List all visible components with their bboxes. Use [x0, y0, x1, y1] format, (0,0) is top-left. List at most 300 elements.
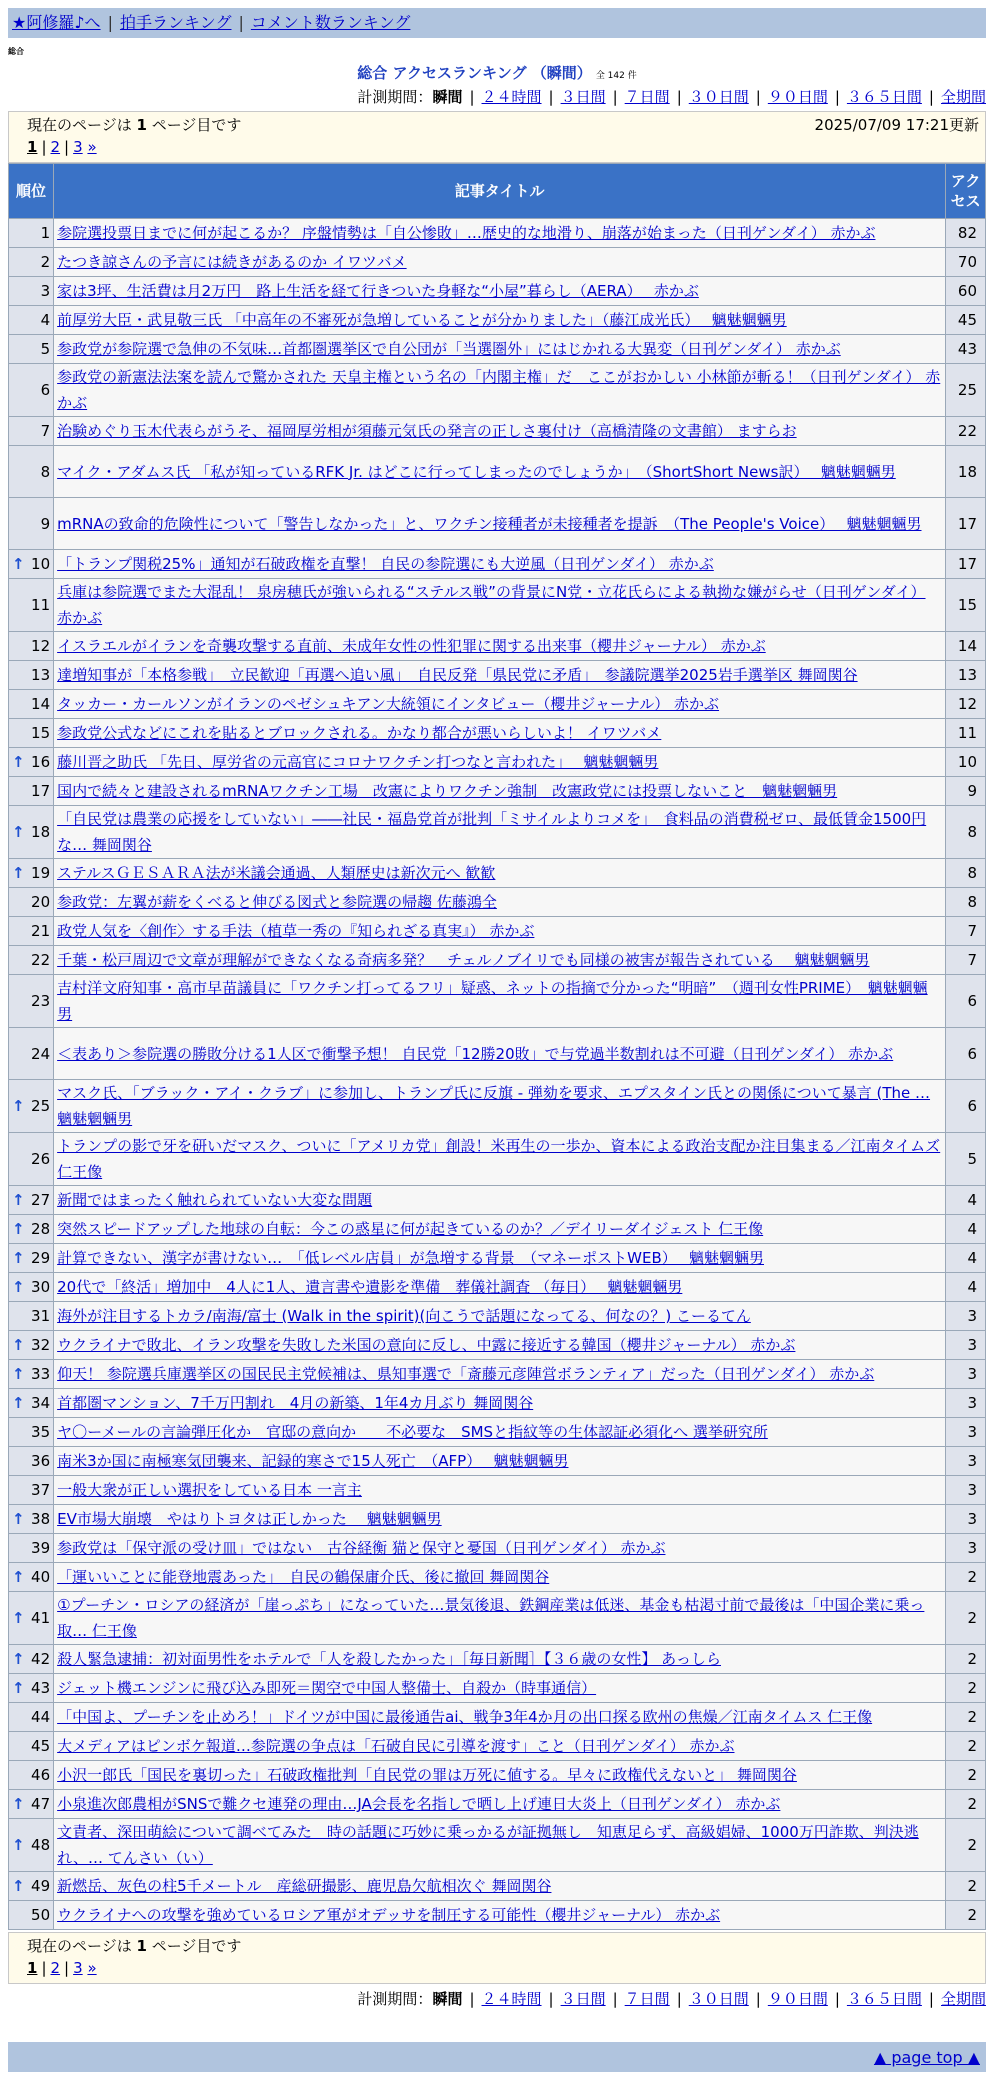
- access-count: 13: [946, 661, 986, 690]
- rank-number: 21: [31, 922, 51, 940]
- period-link[interactable]: ２４時間: [481, 1990, 542, 2008]
- period-link[interactable]: 全期間: [940, 88, 986, 106]
- article-link[interactable]: 一般大衆が正しい選択をしている日本 一言主: [57, 1481, 362, 1499]
- article-link[interactable]: ジェット機エンジンに飛び込み即死＝関空で中国人整備士、自殺か（時事通信）: [57, 1679, 597, 1697]
- article-link[interactable]: mRNAの致命的危険性について「警告しなかった」と、ワクチン接種者が未接種者を提訴 （The People's Voice） 魑魅魍魎男: [57, 514, 922, 533]
- rank-cell: [9, 1133, 54, 1186]
- rank-cell: [9, 1674, 54, 1703]
- current-page-text: [27, 1935, 985, 1956]
- article-link[interactable]: 藤川晋之助氏 「先日、厚労省の元高官にコロナワクチン打つなと言われた」 魑魅魍魎男: [57, 753, 659, 771]
- article-link[interactable]: 殺人緊急逮捕：初対面男性をホテルで「人を殺したかった」［毎日新聞］【３６歳の女性】 あっしら: [57, 1650, 721, 1668]
- rank-cell: [9, 306, 54, 335]
- rank-number: 20: [31, 893, 51, 911]
- article-link[interactable]: EV市場大崩壊 やはりトヨタは正しかった 魑魅魍魎男: [57, 1510, 442, 1528]
- rank-number: 32: [31, 1336, 51, 1354]
- period-separator: |: [834, 1990, 840, 2008]
- rank-number: 8: [40, 462, 51, 481]
- article-link[interactable]: 新燃岳、灰色の柱5千メートル 産総研撮影、鹿児島欠航相次ぐ 舞岡関谷: [57, 1877, 552, 1895]
- title-cell: [54, 1360, 946, 1389]
- access-count: 5: [946, 1133, 986, 1186]
- rank-number: 40: [31, 1568, 51, 1586]
- access-count: 6: [946, 975, 986, 1028]
- title-cell: [54, 248, 946, 277]
- rank-number: 38: [31, 1510, 51, 1528]
- rank-number: 9: [40, 514, 51, 533]
- article-link[interactable]: 参院選投票日までに何が起こるか？ 序盤情勢は「自公惨敗」…歴史的な地滑り、崩落が始まった（日刊ゲンダイ） 赤かぶ: [57, 224, 876, 242]
- rank-cell: [9, 364, 54, 417]
- article-link[interactable]: 突然スピードアップした地球の自転：今この惑星に何が起きているのか？／デイリーダイジェスト 仁王像: [57, 1220, 764, 1238]
- article-link[interactable]: 仰天！ 参院選兵庫選挙区の国民民主党候補は、県知事選で「斎藤元彦陣営ボランティア」だった（日刊ゲンダイ） 赤かぶ: [57, 1365, 875, 1383]
- rank-cell: [9, 446, 54, 498]
- article-link[interactable]: たつき諒さんの予言には続きがあるのか イワツバメ: [57, 253, 407, 271]
- table-row: [9, 1389, 986, 1418]
- article-link[interactable]: ステルスＧＥＳＡＲＡ法が米議会通過、人類歴史は新次元へ 歓歓: [57, 864, 496, 882]
- table-row: [9, 1447, 986, 1476]
- table-row: [9, 1028, 986, 1080]
- rank-cell: [9, 1476, 54, 1505]
- access-count: 11: [946, 719, 986, 748]
- table-row: [9, 1790, 986, 1819]
- article-link[interactable]: 「トランプ関税25%」通知が石破政権を直撃！ 自民の参院選にも大逆風（日刊ゲンダイ） 赤かぶ: [57, 555, 714, 573]
- table-row: [9, 1476, 986, 1505]
- title-cell: [54, 719, 946, 748]
- rank-number: 1: [40, 224, 51, 242]
- title-cell: [54, 498, 946, 550]
- article-link[interactable]: 参政党の新憲法法案を読んで驚かされた 天皇主権という名の「内閣主権」だ ここがおかしい 小林節が斬る！（日刊ゲンダイ） 赤かぶ: [57, 368, 941, 412]
- table-row: [9, 632, 986, 661]
- applause-ranking-link[interactable]: 拍手ランキング: [119, 13, 232, 32]
- rank-cell: [9, 1389, 54, 1418]
- rank-number: 33: [31, 1365, 51, 1383]
- article-link[interactable]: 国内で続々と建設されるmRNAワクチン工場 改憲によりワクチン強制 改憲政党には投票しないこと 魑魅魍魎男: [57, 782, 838, 800]
- title-cell: [54, 1215, 946, 1244]
- table-row: [9, 446, 986, 498]
- title-cell: [54, 335, 946, 364]
- rank-up-arrow-icon: ↑: [12, 1795, 25, 1813]
- title-cell: [54, 1645, 946, 1674]
- article-link[interactable]: 参政党は「保守派の受け皿」ではない 古谷経衡 猫と保守と憂国（日刊ゲンダイ） 赤かぶ: [57, 1539, 666, 1557]
- access-count: 3: [946, 1505, 986, 1534]
- home-link[interactable]: ★阿修羅♪へ: [12, 13, 101, 32]
- access-count: 4: [946, 1186, 986, 1215]
- rank-number: 30: [31, 1278, 51, 1296]
- article-link[interactable]: 兵庫は参院選でまた大混乱！ 泉房穂氏が強いられる“ステルス戦”の背景にN党・立花氏らによる執拗な嫌がらせ（日刊ゲンダイ） 赤かぶ: [57, 583, 926, 627]
- period-label: 計測期間：: [357, 1990, 433, 2008]
- current-page-number: 1: [136, 1937, 147, 1955]
- article-link[interactable]: マイク・アダムス氏 「私が知っているRFK Jr. はどこに行ってしまったのでしょうか」 （ShortShort News訳） 魑魅魍魎男: [57, 462, 896, 481]
- rank-cell: [9, 1761, 54, 1790]
- article-link[interactable]: 計算できない、漢字が書けない… 「低レベル店員」が急増する背景 （マネーポストWEB） 魑魅魍魎男: [57, 1249, 764, 1267]
- article-link[interactable]: マスク氏、「ブラック・アイ・クラブ」に参加し、トランプ氏に反旗 - 弾劾を要求、エプスタイン氏との関係について暴言 (The … 魑魅魍魎男: [57, 1084, 931, 1128]
- table-row: [9, 1592, 986, 1645]
- title-cell: [54, 859, 946, 888]
- period-link[interactable]: ２４時間: [481, 88, 542, 106]
- title-cell: [54, 1244, 946, 1273]
- article-link[interactable]: 参政党：左翼が薪をくべると伸びる図式と参院選の帰趨 佐藤鴻全: [57, 893, 497, 911]
- rank-cell: [9, 1447, 54, 1476]
- period-current: 瞬間: [432, 1990, 463, 2008]
- footer-bar: [8, 2042, 986, 2072]
- article-link[interactable]: 新聞ではまったく触れられていない大変な問題: [57, 1191, 373, 1209]
- rank-number: 36: [31, 1452, 51, 1470]
- period-link[interactable]: ３６５日間: [846, 88, 922, 106]
- rank-number: 26: [31, 1150, 51, 1168]
- rank-cell: [9, 1505, 54, 1534]
- table-row: [9, 1732, 986, 1761]
- period-link[interactable]: ３日間: [560, 88, 606, 106]
- access-count: 45: [946, 306, 986, 335]
- rank-number: 10: [31, 555, 51, 573]
- rank-number: 13: [31, 666, 51, 684]
- page-link[interactable]: 3: [73, 1959, 83, 1977]
- article-link[interactable]: トランプの影で牙を研いだマスク、ついに「アメリカ党」創設！米再生の一歩か、資本による政治支配か注目集まる／江南タイムズ 仁王像: [57, 1137, 941, 1181]
- rank-up-arrow-icon: ↑: [12, 1836, 25, 1854]
- rank-cell: [9, 917, 54, 946]
- title-cell: [54, 1302, 946, 1331]
- article-link[interactable]: 小泉進次郎農相がSNSで難クセ連発の理由…JA会長を名指しで晒し上げ連日大炎上（日刊ゲンダイ） 赤かぶ: [57, 1795, 781, 1813]
- next-page-link[interactable]: »: [87, 138, 97, 156]
- access-count: 2: [946, 1703, 986, 1732]
- rank-up-arrow-icon: ↑: [12, 1609, 25, 1627]
- article-link[interactable]: タッカー・カールソンがイランのペゼシュキアン大統領にインタビュー（櫻井ジャーナル） 赤かぶ: [57, 695, 720, 713]
- page-separator: |: [64, 1959, 70, 1977]
- article-link[interactable]: 文責者、深田萌絵について調べてみた 時の話題に巧妙に乗っかるが証拠無し 知恵足らず、高級娼婦、1000万円詐欺、判決逃れ、… てんさい（い）: [57, 1823, 919, 1867]
- article-link[interactable]: 家は3坪、生活費は月2万円 路上生活を経て行きついた身軽な“小屋”暮らし（AERA） 赤かぶ: [57, 282, 699, 300]
- access-count: 17: [946, 550, 986, 579]
- article-link[interactable]: 参政党公式などにこれを貼るとブロックされる。かなり都合が悪いらしいよ！ イワツバメ: [57, 724, 662, 742]
- title-cell: [54, 1505, 946, 1534]
- rank-up-arrow-icon: ↑: [12, 864, 25, 882]
- rank-up-arrow-icon: ↑: [12, 1336, 25, 1354]
- article-link[interactable]: 「自民党は農業の応援をしていない」――社民・福島党首が批判「ミサイルよりコメを」 食料品の消費税ゼロ、最低賃金1500円な… 舞岡関谷: [57, 810, 927, 854]
- page-title-row: [0, 62, 994, 83]
- title-cell: [54, 550, 946, 579]
- article-link[interactable]: 小沢一郎氏「国民を裏切った」石破政権批判「自民党の罪は万死に値する。早々に政権代えないと」 舞岡関谷: [57, 1766, 797, 1784]
- rank-number: 5: [40, 340, 51, 358]
- rank-up-arrow-icon: ↑: [12, 1249, 25, 1267]
- rank-up-arrow-icon: ↑: [12, 1220, 25, 1238]
- page-link-current: 1: [27, 138, 38, 156]
- access-count: 70: [946, 248, 986, 277]
- period-link[interactable]: ７日間: [624, 88, 670, 106]
- access-count: 2: [946, 1732, 986, 1761]
- rank-number: 39: [31, 1539, 51, 1557]
- access-count: 60: [946, 277, 986, 306]
- article-link[interactable]: 吉村洋文府知事・高市早苗議員に「ワクチン打ってるフリ」疑惑、ネットの指摘で分かった“明暗” （週刊女性PRIME） 魑魅魍魎男: [57, 979, 928, 1023]
- access-count: 7: [946, 917, 986, 946]
- rank-cell: [9, 248, 54, 277]
- rank-cell: [9, 806, 54, 859]
- rank-cell: [9, 1028, 54, 1080]
- period-link[interactable]: 全期間: [940, 1990, 986, 2008]
- article-link[interactable]: 政党人気を〈創作〉する手法（植草一秀の『知られざる真実』） 赤かぶ: [57, 922, 535, 940]
- rank-cell: [9, 777, 54, 806]
- access-count: 2: [946, 1872, 986, 1901]
- table-row: [9, 1360, 986, 1389]
- rank-up-arrow-icon: ↑: [12, 823, 25, 841]
- access-count: 25: [946, 364, 986, 417]
- table-row: [9, 579, 986, 632]
- table-row: [9, 1674, 986, 1703]
- access-count: 3: [946, 1418, 986, 1447]
- title-cell: [54, 1447, 946, 1476]
- total-count: 全 142 件: [595, 71, 637, 81]
- page-links: [27, 1959, 985, 1977]
- rank-cell: [9, 1790, 54, 1819]
- rank-up-arrow-icon: ↑: [12, 1510, 25, 1528]
- title-cell: [54, 417, 946, 446]
- page-link[interactable]: 2: [50, 138, 61, 156]
- table-row: [9, 1302, 986, 1331]
- rank-number: 43: [31, 1679, 51, 1697]
- rank-number: 14: [31, 695, 51, 713]
- period-separator: |: [548, 88, 554, 106]
- table-row: [9, 1133, 986, 1186]
- nav-separator: |: [238, 13, 244, 32]
- rank-cell: [9, 859, 54, 888]
- title-cell: [54, 1703, 946, 1732]
- rank-up-arrow-icon: ↑: [12, 1650, 25, 1668]
- table-row: [9, 1080, 986, 1133]
- title-cell: [54, 661, 946, 690]
- table-row: [9, 1215, 986, 1244]
- rank-up-arrow-icon: ↑: [12, 1877, 25, 1895]
- access-count: 3: [946, 1302, 986, 1331]
- table-row: [9, 306, 986, 335]
- rank-up-arrow-icon: ↑: [12, 1278, 25, 1296]
- title-cell: [54, 777, 946, 806]
- title-cell: [54, 1901, 946, 1930]
- title-cell: [54, 1080, 946, 1133]
- access-count: 18: [946, 446, 986, 498]
- table-row: [9, 1872, 986, 1901]
- period-separator: |: [612, 1990, 618, 2008]
- period-separator: |: [469, 88, 475, 106]
- rank-cell: [9, 277, 54, 306]
- article-link[interactable]: ①プーチン・ロシアの経済が「崖っぷち」になっていた…景気後退、鉄鋼産業は低迷、基金も枯渇寸前で最後は「中国企業に乗っ取… 仁王像: [57, 1596, 925, 1640]
- table-row: [9, 1331, 986, 1360]
- rank-number: 47: [31, 1795, 51, 1813]
- table-row: [9, 1901, 986, 1930]
- period-separator: |: [676, 88, 682, 106]
- article-link[interactable]: 「中国よ、プーチンを止めろ！」ドイツが中国に最後通告ai、戦争3年4か月の出口探る欧州の焦燥／江南タイムス 仁王像: [57, 1708, 873, 1726]
- title-cell: [54, 1534, 946, 1563]
- table-row: [9, 975, 986, 1028]
- page-title: 総合 アクセスランキング （瞬間）: [357, 64, 592, 82]
- article-link[interactable]: ウクライナで敗北、イラン攻撃を失敗した米国の意向に反し、中露に接近する韓国（櫻井ジャーナル） 赤かぶ: [57, 1336, 796, 1354]
- access-count: 4: [946, 1215, 986, 1244]
- rank-number: 7: [40, 422, 51, 440]
- access-count: 3: [946, 1534, 986, 1563]
- title-cell: [54, 1563, 946, 1592]
- category-label: 総合: [8, 47, 24, 56]
- table-row: [9, 748, 986, 777]
- rank-number: 35: [31, 1423, 51, 1441]
- current-page-pre: 現在のページは: [27, 1937, 132, 1955]
- period-selector-top: [357, 86, 986, 107]
- table-row: [9, 1703, 986, 1732]
- rank-number: 42: [31, 1650, 51, 1668]
- article-link[interactable]: 南米3か国に南極寒気団襲来、記録的寒さで15人死亡 （AFP） 魑魅魍魎男: [57, 1452, 569, 1470]
- title-cell: [54, 1761, 946, 1790]
- rank-cell: [9, 1186, 54, 1215]
- access-count: 6: [946, 1028, 986, 1080]
- table-row: [9, 1505, 986, 1534]
- rank-cell: [9, 1592, 54, 1645]
- rank-up-arrow-icon: ↑: [12, 753, 25, 771]
- title-cell: [54, 632, 946, 661]
- period-link[interactable]: ９０日間: [767, 1990, 828, 2008]
- period-separator: |: [548, 1990, 554, 2008]
- access-count: 4: [946, 1273, 986, 1302]
- rank-header: 順位: [9, 164, 54, 219]
- page-separator: |: [41, 138, 47, 156]
- rank-number: 25: [31, 1097, 51, 1115]
- article-link[interactable]: 前厚労大臣・武見敬三氏 「中高年の不審死が急増していることが分かりました」（藤江成光氏） 魑魅魍魎男: [57, 311, 787, 329]
- rank-number: 27: [31, 1191, 51, 1209]
- table-row: [9, 248, 986, 277]
- article-link[interactable]: ＜表あり＞参院選の勝敗分ける1人区で衝撃予想！ 自民党「12勝20敗」で与党過半数割れは不可避（日刊ゲンダイ） 赤かぶ: [57, 1044, 894, 1063]
- rank-number: 23: [31, 992, 51, 1010]
- access-count: 3: [946, 1447, 986, 1476]
- page-link[interactable]: 2: [50, 1959, 61, 1977]
- page-link-current: 1: [27, 1959, 38, 1977]
- article-link[interactable]: 首都圏マンション、7千万円割れ 4月の新築、1年4カ月ぶり 舞岡関谷: [57, 1394, 534, 1412]
- article-link[interactable]: 達増知事が「本格参戦」 立民歓迎「再選へ追い風」 自民反発「県民党に矛盾」 参議院選挙2025岩手選挙区 舞岡関谷: [57, 666, 858, 684]
- rank-number: 22: [31, 951, 51, 969]
- page-top-link[interactable]: ▲ page top ▲: [873, 2048, 980, 2067]
- period-link[interactable]: ３０日間: [688, 88, 749, 106]
- title-cell: [54, 446, 946, 498]
- rank-number: 12: [31, 637, 51, 655]
- table-row: [9, 1645, 986, 1674]
- rank-number: 31: [31, 1307, 51, 1325]
- table-row: [9, 219, 986, 248]
- article-link[interactable]: ヤ〇ーメールの言論弾圧化か 官邸の意向か 不必要な SMSと指紋等の生体認証必須化へ 選挙研究所: [57, 1423, 768, 1441]
- rank-up-arrow-icon: ↑: [12, 1394, 25, 1412]
- next-page-link[interactable]: »: [87, 1959, 97, 1977]
- current-page-number: 1: [136, 116, 147, 134]
- article-link[interactable]: 大メディアはピンボケ報道…参院選の争点は「石破自民に引導を渡す」こと（日刊ゲンダイ） 赤かぶ: [57, 1737, 735, 1755]
- title-cell: [54, 364, 946, 417]
- title-cell: [54, 1186, 946, 1215]
- article-link[interactable]: 20代で「終活」増加中 4人に1人、遺言書や遺影を準備 葬儀社調査 （毎日） 魑魅魍魎男: [57, 1278, 683, 1296]
- title-cell: [54, 1476, 946, 1505]
- rank-number: 17: [31, 782, 51, 800]
- rank-number: 49: [31, 1877, 51, 1895]
- period-link[interactable]: ７日間: [624, 1990, 670, 2008]
- rank-cell: [9, 632, 54, 661]
- access-count: 2: [946, 1563, 986, 1592]
- rank-up-arrow-icon: ↑: [12, 1568, 25, 1586]
- page-separator: |: [64, 138, 70, 156]
- period-link[interactable]: ３６５日間: [846, 1990, 922, 2008]
- page-link[interactable]: 3: [73, 138, 83, 156]
- rank-number: 16: [31, 753, 51, 771]
- title-cell: [54, 1418, 946, 1447]
- period-link[interactable]: ３０日間: [688, 1990, 749, 2008]
- rank-cell: [9, 1302, 54, 1331]
- rank-cell: [9, 1819, 54, 1872]
- table-row: [9, 1819, 986, 1872]
- rank-cell: [9, 335, 54, 364]
- title-cell: [54, 306, 946, 335]
- rank-cell: [9, 1901, 54, 1930]
- access-count: 9: [946, 777, 986, 806]
- rank-cell: [9, 1732, 54, 1761]
- access-count: 15: [946, 579, 986, 632]
- article-link[interactable]: 「運いいことに能登地震あった」 自民の鶴保庸介氏、後に撤回 舞岡関谷: [57, 1568, 550, 1586]
- current-page-pre: 現在のページは: [27, 116, 132, 134]
- article-link[interactable]: イスラエルがイランを奇襲攻撃する直前、未成年女性の性犯罪に関する出来事（櫻井ジャーナル） 赤かぶ: [57, 637, 766, 655]
- table-row: [9, 417, 986, 446]
- period-separator: |: [755, 1990, 761, 2008]
- title-cell: [54, 1133, 946, 1186]
- title-cell: [54, 748, 946, 777]
- rank-number: 3: [40, 282, 51, 300]
- rank-cell: [9, 748, 54, 777]
- article-link[interactable]: 海外が注目するトカラ/南海/富士 (Walk in the spirit)(向こうで話題になってる、何なの？) こーるてん: [57, 1307, 751, 1325]
- period-link[interactable]: ９０日間: [767, 88, 828, 106]
- period-separator: |: [755, 88, 761, 106]
- title-cell: [54, 1790, 946, 1819]
- rank-cell: [9, 1418, 54, 1447]
- rank-number: 41: [31, 1609, 51, 1627]
- comment-ranking-link[interactable]: コメント数ランキング: [250, 13, 411, 32]
- table-row: [9, 1418, 986, 1447]
- rank-cell: [9, 1244, 54, 1273]
- access-count: 7: [946, 946, 986, 975]
- access-count: 3: [946, 1476, 986, 1505]
- title-cell: [54, 579, 946, 632]
- title-header: 記事タイトル: [54, 164, 946, 219]
- rank-number: 2: [40, 253, 51, 271]
- article-link[interactable]: ウクライナへの攻撃を強めているロシア軍がオデッサを制圧する可能性（櫻井ジャーナル） 赤かぶ: [57, 1906, 721, 1924]
- access-count: 10: [946, 748, 986, 777]
- access-count: 4: [946, 1244, 986, 1273]
- rank-up-arrow-icon: ↑: [12, 1679, 25, 1697]
- title-cell: [54, 1819, 946, 1872]
- table-row: [9, 806, 986, 859]
- table-row: [9, 335, 986, 364]
- rank-number: 50: [31, 1906, 51, 1924]
- title-cell: [54, 277, 946, 306]
- article-link[interactable]: 参政党が参院選で急伸の不気味…首都圏選挙区で自公団が「当選圏外」にはじかれる大異変（日刊ゲンダイ） 赤かぶ: [57, 340, 841, 358]
- title-cell: [54, 1028, 946, 1080]
- rank-cell: [9, 417, 54, 446]
- rank-number: 4: [40, 311, 51, 329]
- title-cell: [54, 1331, 946, 1360]
- access-count: 2: [946, 1901, 986, 1930]
- title-cell: [54, 917, 946, 946]
- access-count: 2: [946, 1645, 986, 1674]
- rank-number: 29: [31, 1249, 51, 1267]
- period-separator: |: [834, 88, 840, 106]
- table-row: [9, 1186, 986, 1215]
- updated-timestamp: 2025/07/09 17:21更新: [814, 116, 979, 134]
- article-link[interactable]: 千葉・松戸周辺で文章が理解ができなくなる奇病多発？ チェルノブイリでも同様の被害が報告されている 魑魅魍魎男: [57, 951, 870, 969]
- table-row: [9, 888, 986, 917]
- period-link[interactable]: ３日間: [560, 1990, 606, 2008]
- ranking-table: [8, 163, 986, 1930]
- article-link[interactable]: 治験めぐり玉木代表らがうそ、福岡厚労相が須藤元気氏の発言の正しさ裏付け（高橋清隆の文書館） ますらお: [57, 422, 797, 440]
- page-separator: |: [41, 1959, 47, 1977]
- table-row: [9, 946, 986, 975]
- access-count: 6: [946, 1080, 986, 1133]
- rank-number: 48: [31, 1836, 51, 1854]
- title-cell: [54, 888, 946, 917]
- rank-up-arrow-icon: ↑: [12, 1097, 25, 1115]
